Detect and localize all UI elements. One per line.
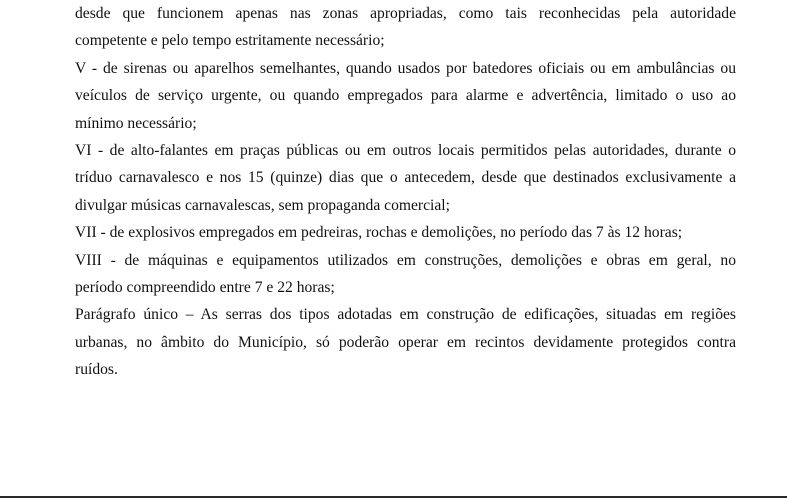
text-line: urbanas, no âmbito do Município, só poderão operar em recintos devidamente protegidos contra xyxy=(75,333,736,351)
text-line: período compreendido entre 7 e 22 horas; xyxy=(75,278,335,296)
text-line: VIII - de máquinas e equipamentos utilizados em construções, demolições e obras em geral, no xyxy=(75,251,736,269)
text-line: divulgar músicas carnavalescas, sem propaganda comercial; xyxy=(75,196,450,214)
document-body xyxy=(75,0,736,383)
text-line: tríduo carnavalesco e nos 15 (quinze) dias que o antecedem, desde que destinados exclusivamente a xyxy=(75,169,736,187)
text-line: mínimo necessário; xyxy=(75,114,197,132)
text-line: veículos de serviço urgente, ou quando empregados para alarme e advertência, limitado o uso ao xyxy=(75,87,736,105)
text-line: Parágrafo único – As serras dos tipos adotadas em construção de edificações, situadas em regiões xyxy=(75,306,736,324)
text-line: desde que funcionem apenas nas zonas apropriadas, como tais reconhecidas pela autoridade xyxy=(75,5,736,22)
text-line: V - de sirenas ou aparelhos semelhantes, quando usados por batedores oficiais ou em ambulâncias ou xyxy=(75,59,736,77)
text-line: ruídos. xyxy=(75,361,118,379)
text-line: VII - de explosivos empregados em pedreiras, rochas e demolições, no período das 7 às 12 horas; xyxy=(75,224,683,242)
text-line: VI - de alto-falantes em praças públicas ou em outros locais permitidos pelas autoridades, durante o xyxy=(75,141,736,159)
text-line: competente e pelo tempo estritamente necessário; xyxy=(75,32,385,50)
